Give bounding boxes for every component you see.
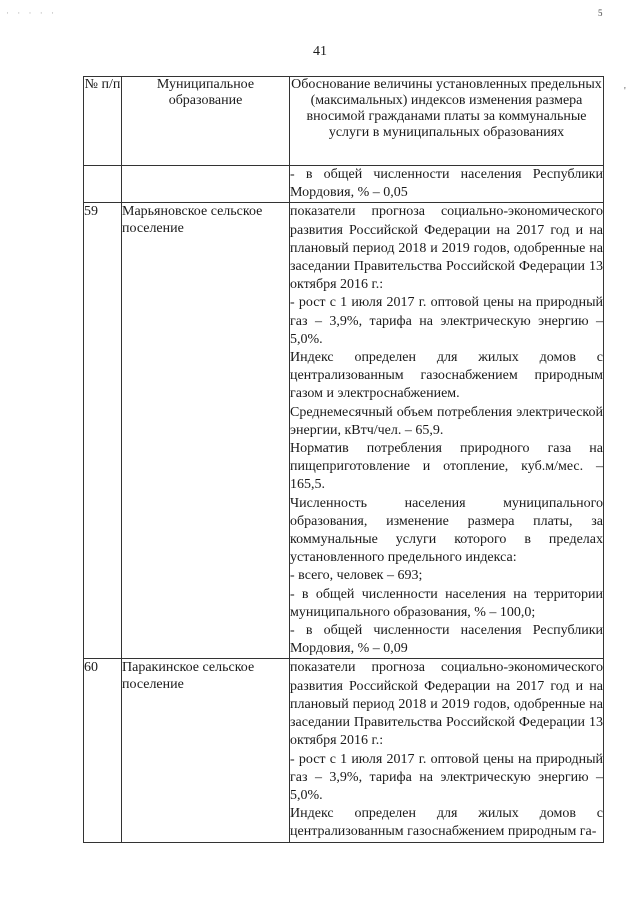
cell-municipality: Паракинское сельское поселение xyxy=(122,659,290,842)
scan-artifact-dots: · · · · · xyxy=(6,8,57,18)
header-municipality: Муниципальное образование xyxy=(122,77,290,166)
paragraph: - рост с 1 июля 2017 г. оптовой цены на природный газ – 3,9%, тарифа на электрическую энергию – 5,0%. xyxy=(290,295,603,347)
paragraph: Норматив потребления природного газа на пищеприготовление и отопление, куб.м/мес. – 165,5. xyxy=(290,441,603,493)
side-mark: ' xyxy=(624,86,626,97)
cell-municipality xyxy=(122,166,290,203)
paragraph: Индекс определен для жилых домов с централизованным газоснабжением природным газом и электроснабжением. xyxy=(290,350,603,402)
paragraph: - в общей численности населения на территории муниципального образования, % – 100,0; xyxy=(290,586,603,620)
corner-mark: 5 xyxy=(598,8,603,18)
cell-number: 60 xyxy=(84,659,122,842)
paragraph: - в общей численности населения Республики Мордовия, % – 0,09 xyxy=(290,623,603,657)
paragraph: Среднемесячный объем потребления электрической энергии, кВтч/чел. – 65,9. xyxy=(290,404,603,438)
paragraph: показатели прогноза социально-экономического развития Российской Федерации на 2017 год и на плановый период 2018 и 2019 годов, одобренные на заседании Правительства Российской Федерации 13 октября 2016 г.: xyxy=(290,660,603,749)
table-row xyxy=(84,659,604,842)
table-row-continuation xyxy=(84,166,604,203)
header-justification: Обоснование величины установленных предельных (максимальных) индексов изменения размера вносимой гражданами платы за коммунальные услуги в муниципальных образованиях xyxy=(290,77,604,166)
cell-number: 59 xyxy=(84,203,122,659)
cell-municipality: Марьяновское сельское поселение xyxy=(122,203,290,659)
paragraph: Численность населения муниципального образования, изменение размера платы, за коммунальные услуги которого в пределах установленного предельного индекса: xyxy=(290,495,603,566)
cell-justification xyxy=(290,203,604,659)
paragraph: - в общей численности населения Республики Мордовия, % – 0,05 xyxy=(290,167,603,201)
page-number: 41 xyxy=(313,44,327,59)
table-row xyxy=(84,203,604,659)
paragraph: показатели прогноза социально-экономического развития Российской Федерации на 2017 год и на плановый период 2018 и 2019 годов, одобренные на заседании Правительства Российской Федерации 13 октября 2016 г.: xyxy=(290,204,603,293)
paragraph: - рост с 1 июля 2017 г. оптовой цены на природный газ – 3,9%, тарифа на электрическую энергию – 5,0%. xyxy=(290,751,603,803)
tariff-justification-table xyxy=(83,76,604,843)
cell-number xyxy=(84,166,122,203)
paragraph: Индекс определен для жилых домов с централизованным газоснабжением природным га- xyxy=(290,806,603,840)
header-number: № п/п xyxy=(84,77,122,166)
cell-justification xyxy=(290,659,604,842)
table-header-row xyxy=(84,77,604,166)
cell-justification xyxy=(290,166,604,203)
paragraph: - всего, человек – 693; xyxy=(290,568,423,584)
